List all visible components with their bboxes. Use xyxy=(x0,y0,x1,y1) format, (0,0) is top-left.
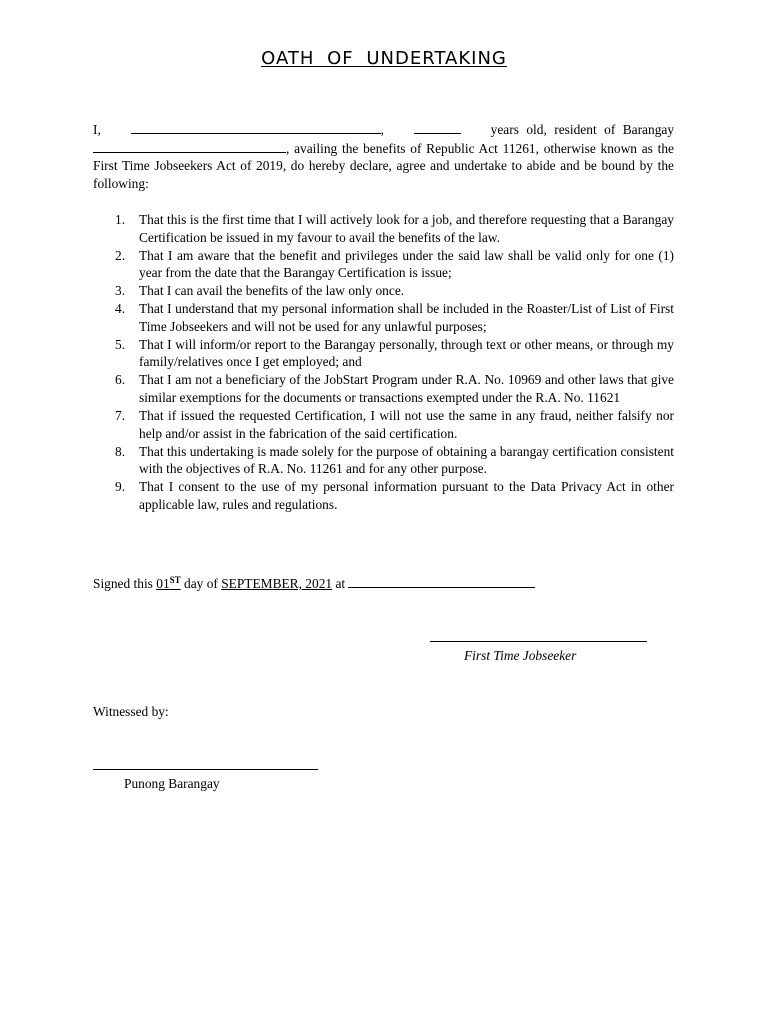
intro-pronoun: I, xyxy=(93,122,101,137)
intro-availing-text: , availing the benefits of Republic Act 11261, otherwise known as the First Time Jobseekers Act of 2019, do hereby declare, agree and undertake to abide and be bound by the following: xyxy=(93,140,674,191)
place-blank-line xyxy=(348,574,535,588)
list-item xyxy=(93,247,674,282)
list-item xyxy=(93,407,674,442)
list-item xyxy=(93,336,674,371)
list-item-text: That I will inform/or report to the Barangay personally, through text or other means, or through my family/relatives once I get employed; and xyxy=(139,336,674,370)
list-item-text: That if issued the requested Certification, I will not use the same in any fraud, neither falsify nor help and/or assist in the fabrication of the said certification. xyxy=(139,408,674,441)
list-item-number: 7. xyxy=(115,408,126,424)
punong-barangay-label: Punong Barangay xyxy=(124,776,220,791)
list-item-text: That I am not a beneficiary of the JobStart Program under R.A. No. 10969 and other laws that give similar exemptions for the documents or transactions exempted under the R.A. No. 11621 xyxy=(139,372,674,405)
signed-month-year: SEPTEMBER, 2021 xyxy=(221,576,333,591)
list-item xyxy=(93,478,674,513)
signed-day xyxy=(156,576,180,591)
signed-day-of: day of xyxy=(184,576,218,591)
list-item-text: That I consent to the use of my personal information pursuant to the Data Privacy Act in other applicable law, rules and regulations. xyxy=(139,479,674,512)
list-item xyxy=(93,443,674,478)
list-item xyxy=(93,371,674,406)
signed-at: at xyxy=(335,576,346,591)
list-item-text: That I understand that my personal information shall be included in the Roaster/List of List of First Time Jobseekers and will not be used for any unlawful purposes; xyxy=(139,301,674,334)
name-blank-line xyxy=(131,120,381,134)
list-item-text: That this undertaking is made solely for the purpose of obtaining a barangay certification consistent with the objectives of R.A. No. 11261 and for any other purpose. xyxy=(139,443,674,477)
list-item-number: 9. xyxy=(115,479,126,495)
list-item xyxy=(93,211,674,246)
list-item-number: 5. xyxy=(115,336,126,352)
list-item-number: 1. xyxy=(115,212,126,227)
list-item xyxy=(93,282,674,300)
intro-paragraph xyxy=(93,120,674,192)
barangay-blank-line xyxy=(93,139,286,153)
list-item xyxy=(93,300,674,335)
intro-years-old-resident: years old, resident of Barangay xyxy=(490,122,675,137)
signed-line xyxy=(93,574,535,593)
intro-comma: , xyxy=(380,122,384,137)
list-item-number: 4. xyxy=(115,301,126,317)
signed-day-suffix: ST xyxy=(169,575,181,585)
list-item-number: 8. xyxy=(115,443,126,459)
list-item-text: That this is the first time that I will actively look for a job, and therefore requesting that a Barangay Certification be issued in my favour to avail the benefits of the law. xyxy=(139,212,674,245)
undertaking-list xyxy=(93,211,674,514)
jobseeker-signature-line xyxy=(430,641,647,642)
document-title: OATH OF UNDERTAKING xyxy=(261,48,507,69)
witnessed-by-label: Witnessed by: xyxy=(93,704,169,719)
signed-day-number: 01 xyxy=(156,576,170,591)
jobseeker-label: First Time Jobseeker xyxy=(464,648,577,663)
list-item-text: That I am aware that the benefit and privileges under the said law shall be valid only for one (1) year from the date that the Barangay Certification is issue; xyxy=(139,247,674,281)
list-item-number: 6. xyxy=(115,372,126,388)
punong-signature-line xyxy=(93,769,318,770)
list-item-number: 3. xyxy=(115,283,126,299)
signed-prefix: Signed this xyxy=(93,576,153,591)
age-blank-line xyxy=(414,120,461,134)
list-item-text: That I can avail the benefits of the law only once. xyxy=(139,283,405,299)
list-item-number: 2. xyxy=(115,247,126,263)
